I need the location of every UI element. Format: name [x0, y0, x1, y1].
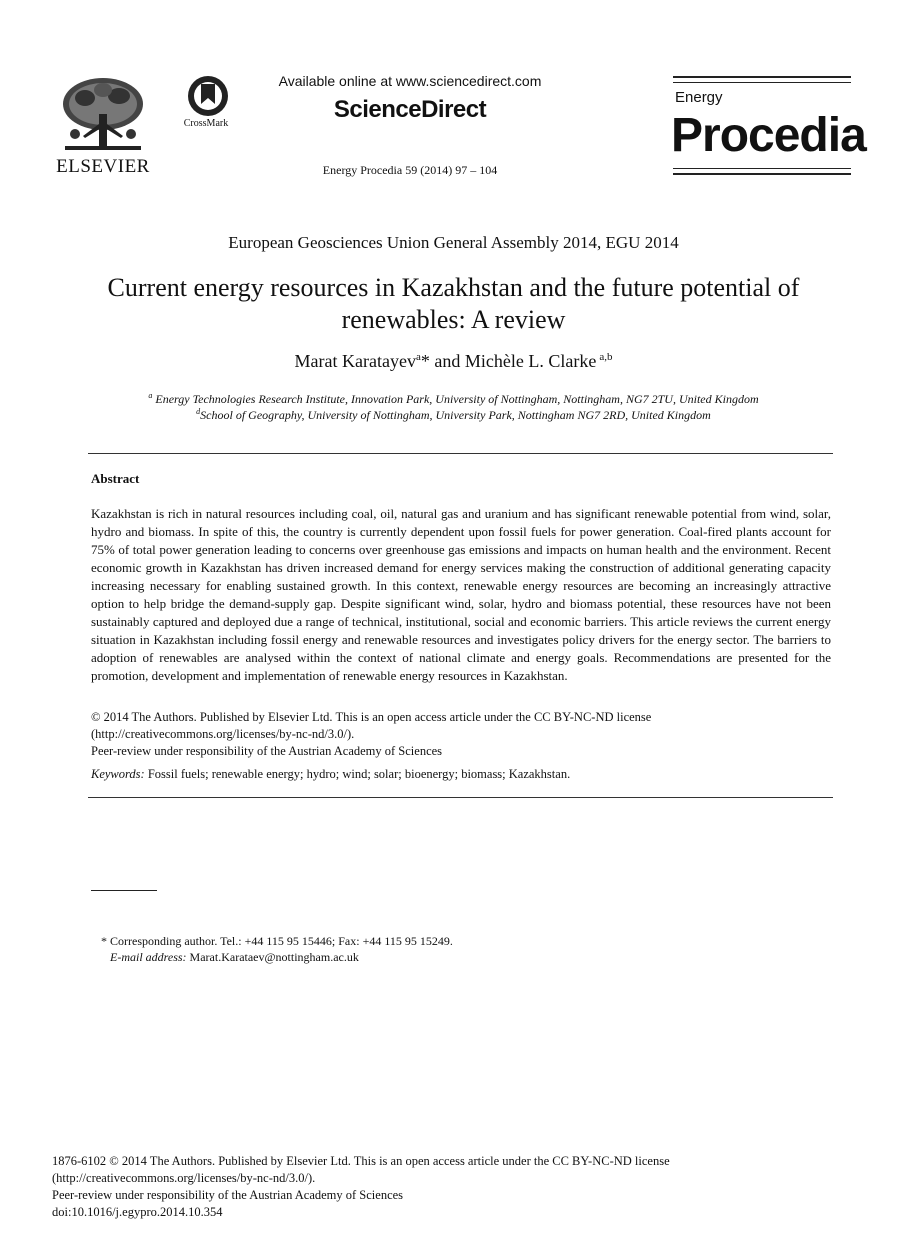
logo-rule-top-thin — [673, 82, 851, 83]
corresponding-author: * Corresponding author. Tel.: +44 115 95 15446; Fax: +44 115 95 15249. — [101, 934, 453, 948]
copyright-notice — [91, 709, 831, 760]
copyright-line: © 2014 The Authors. Published by Elsevier Ltd. This is an open access article under the CC BY-NC-ND license — [91, 710, 652, 724]
logo-rule-bottom-thin — [673, 168, 851, 169]
corresponding-mark: * — [420, 351, 430, 371]
email-address[interactable]: Marat.Karataev@nottingham.ac.uk — [186, 950, 359, 964]
keywords-list: Fossil fuels; renewable energy; hydro; wind; solar; bioenergy; biomass; Kazakhstan. — [144, 767, 571, 781]
author-list — [0, 351, 907, 372]
front-matter-footer — [52, 1153, 670, 1221]
keywords — [91, 766, 831, 783]
journal-logo-big: Procedia — [671, 109, 866, 162]
journal-citation: Energy Procedia 59 (2014) 97 – 104 — [322, 163, 498, 177]
journal-logo-small: Energy — [675, 89, 723, 106]
author-affil-sup: a,b — [599, 351, 613, 363]
title-line-1: Current energy resources in Kazakhstan and the future potential of — [107, 273, 800, 302]
affiliation-sup: a — [148, 391, 153, 400]
title-line-2: renewables: A review — [341, 305, 566, 334]
article-title — [60, 272, 847, 336]
divider — [88, 453, 833, 454]
affiliation-text: Energy Technologies Research Institute, Innovation Park, University of Nottingham, Nottingham, NG7 2TU, United Kingdom — [155, 392, 759, 406]
affiliation-a — [0, 391, 907, 407]
doi[interactable]: doi:10.1016/j.egypro.2014.10.354 — [52, 1205, 223, 1219]
affiliation-b — [0, 407, 907, 423]
elsevier-logo — [55, 74, 151, 178]
author-name: Michèle L. Clarke — [464, 351, 597, 371]
affiliation-sup: d — [196, 407, 201, 416]
footnote-rule — [91, 890, 157, 891]
license-link[interactable]: (http://creativecommons.org/licenses/by-nc-nd/3.0/). — [52, 1171, 316, 1185]
publisher-name: ELSEVIER — [56, 156, 150, 177]
footnote — [101, 933, 453, 965]
logo-rule-top — [673, 76, 851, 78]
peer-review-note: Peer-review under responsibility of the Austrian Academy of Sciences — [52, 1188, 404, 1202]
author-separator: and — [429, 351, 465, 371]
issn-copyright: 1876-6102 © 2014 The Authors. Published by Elsevier Ltd. This is an open access article under the CC BY-NC-ND license — [52, 1154, 670, 1168]
email-label: E-mail address: — [110, 950, 187, 964]
available-online-text: Available online at www.sciencedirect.com — [278, 73, 542, 89]
license-link[interactable]: (http://creativecommons.org/licenses/by-nc-nd/3.0/). — [91, 727, 355, 741]
affiliation-text: School of Geography, University of Nottingham, University Park, Nottingham NG7 2RD, United Kingdom — [200, 408, 711, 422]
peer-review-note: Peer-review under responsibility of the Austrian Academy of Sciences — [91, 744, 443, 758]
divider — [88, 797, 833, 798]
abstract-body: Kazakhstan is rich in natural resources including coal, oil, natural gas and uranium and has significant renewable potential from wind, solar, hydro and biomass. In spite of this, the country is currently dependent upon fossil fuels for power generation. Coal-fired plants account for 75% of total power generation leading to concerns over greenhouse gas emissions and impacts on human health and the environment. Recent economic growth in Kazakhstan has driven increased demand for energy services making the construction of additional generating capacity increasing necessary for enabling sustained growth. In this context, renewable energy resources are becoming an increasingly attractive option to help bridge the demand-supply gap. Despite significant wind, solar, hydro and biomass potential, these resources have not been sustainably captured and deployed due a range of technical, institutional, social and economic barriers. This article reviews the current energy situation in Kazakhstan including fossil energy and renewable resources and investigates policy drivers for the energy sector. The barriers to adoption of renewables are analysed within the context of national climate and energy goals. Recommendations are presented for the promotion, development and implementation of renewable energy resources in Kazakhstan. — [91, 506, 831, 683]
elsevier-tree-icon — [55, 74, 151, 154]
sciencedirect-logo: ScienceDirect — [333, 96, 487, 123]
author-name: Marat Karatayev — [294, 351, 416, 371]
author-affil-sup: a — [415, 351, 421, 363]
email-line — [101, 949, 453, 965]
crossmark-label: CrossMark — [183, 118, 229, 129]
keywords-label: Keywords: — [91, 767, 145, 781]
conference-name: European Geosciences Union General Assembly 2014, EGU 2014 — [228, 233, 679, 252]
abstract-heading: Abstract — [91, 471, 140, 486]
logo-rule-bottom — [673, 173, 851, 175]
